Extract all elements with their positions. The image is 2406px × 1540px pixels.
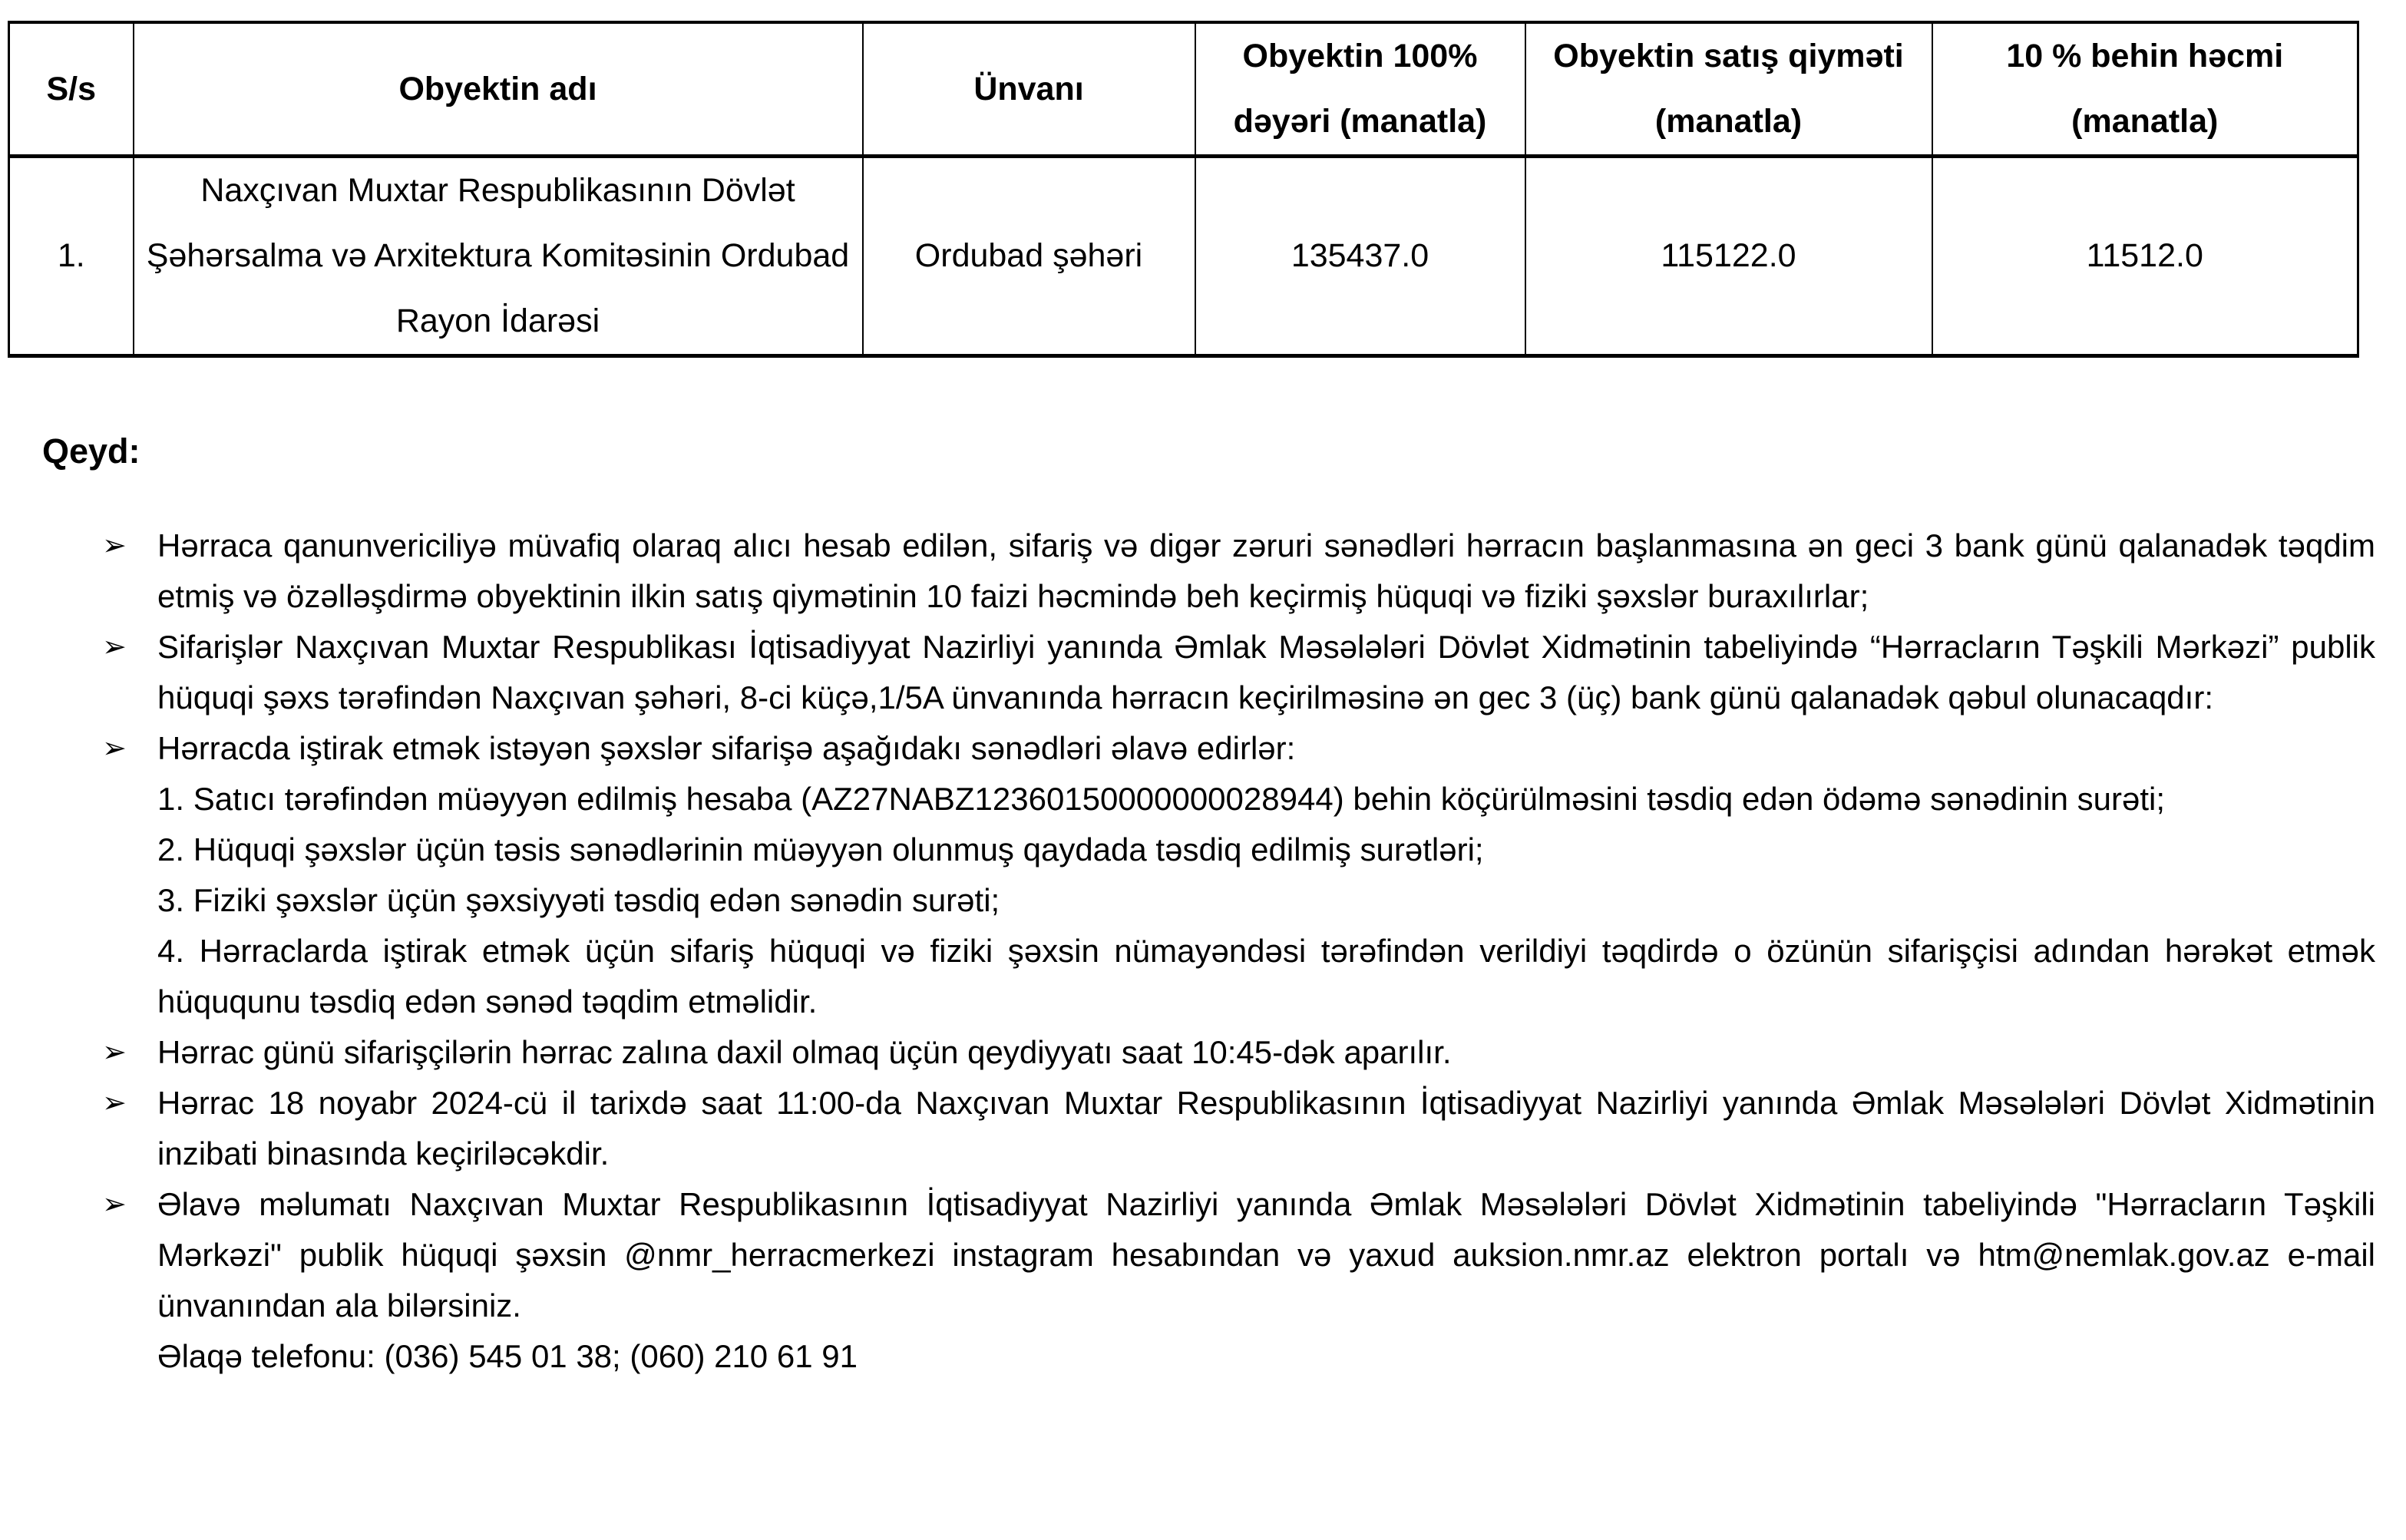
arrowhead-bullet-icon: ➢ (102, 1188, 127, 1221)
note-text: Hərrac günü sifarişçilərin hərrac zalına daxil olmaq üçün qeydiyyatı saat 10:45-dək aparılır. (157, 1034, 1452, 1070)
list-item-numbered-3 (102, 875, 2375, 926)
cell-object-name: Naxçıvan Muxtar Respublikasının Dövlət Şəhərsalma və Arxitektura Komitəsinin Ordubad Rayon İdarəsi (134, 157, 863, 356)
note-text: 1. Satıcı tərəfindən müəyyən edilmiş hesaba (AZ27NABZ12360150000000028944) behin köçürülməsini təsdiq edən ödəmə sənədinin surəti; (157, 781, 2165, 817)
arrowhead-bullet-icon: ➢ (102, 631, 127, 663)
list-item (102, 520, 2375, 622)
list-item-numbered-2 (102, 825, 2375, 875)
list-item (102, 1078, 2375, 1179)
column-header-address: Ünvanı (863, 22, 1195, 157)
empty-bullet-slot (102, 1331, 157, 1382)
note-text: 4. Hərraclarda iştirak etmək üçün sifariş hüquqi və fiziki şəxsin nümayəndəsi tərəfindən verildiyi təqdirdə o özünün sifarişçisi adından hərəkət etmək hüququnu təsdiq edən sənəd təqdim etməlidir. (157, 933, 2375, 1020)
list-item (102, 622, 2375, 723)
note-text: Əlavə məlumatı Naxçıvan Muxtar Respublikasının İqtisadiyyat Nazirliyi yanında Əmlak Məsələləri Dövlət Xidmətinin tabeliyində "Hərracların Təşkili Mərkəzi" publik hüquqi şəxsin @nmr_herracmerkezi instagram hesabından və yaxud auksion.nmr.az elektron portalı və htm@nemlak.gov.az e-mail ünvanından ala bilərsiniz. (157, 1186, 2375, 1324)
column-header-full-value: Obyektin 100% dəyəri (manatla) (1195, 22, 1525, 157)
table-row (9, 157, 2358, 356)
arrowhead-bullet-icon: ➢ (102, 530, 127, 562)
cell-address: Ordubad şəhəri (863, 157, 1195, 356)
column-header-object-name: Obyektin adı (134, 22, 863, 157)
arrowhead-bullet-icon: ➢ (102, 732, 127, 765)
cell-full-value: 135437.0 (1195, 157, 1525, 356)
note-text: Hərracda iştirak etmək istəyən şəxslər sifarişə aşağıdakı sənədləri əlavə edirlər: (157, 730, 1296, 766)
note-text: Sifarişlər Naxçıvan Muxtar Respublikası İqtisadiyyat Nazirliyi yanında Əmlak Məsələləri Dövlət Xidmətinin tabeliyində “Hərracların Təşkili Mərkəzi” publik hüquqi şəxs tərəfindən Naxçıvan şəhəri, 8-ci küçə,1/5A ünvanında hərracın keçirilməsinə ən gec 3 (üç) bank günü qalanadək qəbul olunacaqdır: (157, 629, 2375, 715)
note-text: Hərrac 18 noyabr 2024-cü il tarixdə saat 11:00-da Naxçıvan Muxtar Respublikasının İqtisadiyyat Nazirliyi yanında Əmlak Məsələləri Dövlət Xidmətinin inzibati binasında keçiriləcəkdir. (157, 1085, 2375, 1172)
column-header-sale-price: Obyektin satış qiyməti (manatla) (1525, 22, 1932, 157)
cell-sale-price: 115122.0 (1525, 157, 1932, 356)
empty-bullet-slot (102, 875, 157, 926)
notes-heading: Qeyd: (42, 431, 140, 471)
empty-bullet-slot (102, 825, 157, 875)
cell-sn: 1. (9, 157, 134, 356)
note-text: 3. Fiziki şəxslər üçün şəxsiyyəti təsdiq edən sənədin surəti; (157, 882, 1000, 918)
arrowhead-bullet-icon: ➢ (102, 1036, 127, 1069)
notes-list (102, 520, 2375, 1382)
list-item-numbered-4 (102, 926, 2375, 1027)
list-item (102, 1179, 2375, 1331)
table-header-row (9, 22, 2358, 157)
arrowhead-bullet-icon: ➢ (102, 1087, 127, 1119)
column-header-sn: S/s (9, 22, 134, 157)
list-item (102, 1027, 2375, 1078)
note-text: 2. Hüquqi şəxslər üçün təsis sənədlərinin müəyyən olunmuş qaydada təsdiq edilmiş surətləri; (157, 831, 1484, 867)
empty-bullet-slot (102, 926, 157, 1027)
note-text: Əlaqə telefonu: (036) 545 01 38; (060) 210 61 91 (157, 1338, 858, 1374)
list-item-numbered-1 (102, 774, 2375, 825)
contact-phone-line (102, 1331, 2375, 1382)
list-item (102, 723, 2375, 774)
note-text: Hərraca qanunvericiliyə müvafiq olaraq alıcı hesab edilən, sifariş və digər zəruri sənədləri hərracın başlanmasına ən geci 3 bank günü qalanadək təqdim etmiş və özəlləşdirmə obyektinin ilkin satış qiymətinin 10 faizi həcmində beh keçirmiş hüquqi və fiziki şəxslər buraxılırlar; (157, 527, 2375, 614)
auction-objects-table (8, 21, 2359, 358)
empty-bullet-slot (102, 774, 157, 825)
cell-deposit: 11512.0 (1932, 157, 2358, 356)
column-header-deposit: 10 % behin həcmi (manatla) (1932, 22, 2358, 157)
